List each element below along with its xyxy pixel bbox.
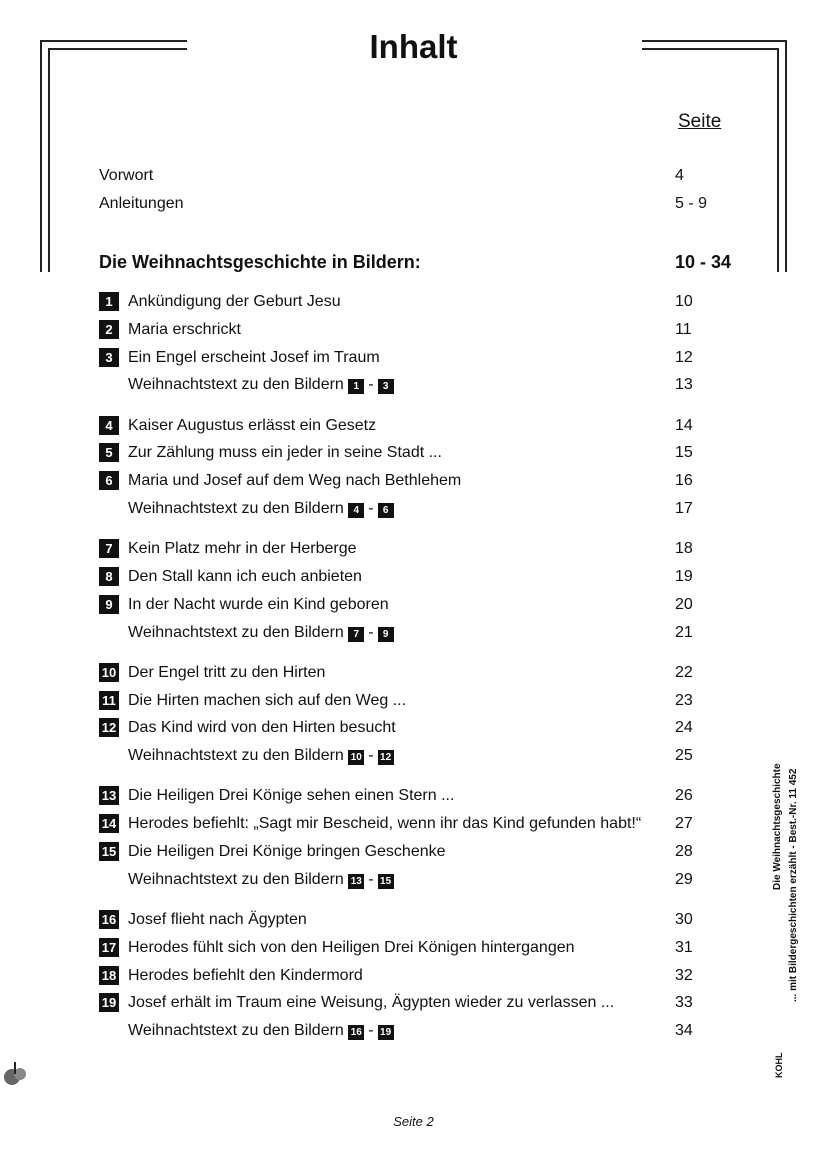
summary-from-badge: 10 xyxy=(348,750,364,765)
summary-label: Weihnachtstext zu den Bildern xyxy=(128,623,344,641)
summary-range-separator: - xyxy=(368,870,374,888)
toc-entry xyxy=(99,290,739,314)
entry-title: Josef erhält im Traum eine Weisung, Ägypten wieder zu verlassen ... xyxy=(128,994,615,1012)
summary-range-separator: - xyxy=(368,376,374,394)
intro-row xyxy=(99,164,739,188)
page-footer: Seite 2 xyxy=(393,1114,434,1129)
entry-page: 28 xyxy=(675,843,693,860)
entry-number-badge: 11 xyxy=(99,691,119,710)
entry-title: Die Heiligen Drei Könige sehen einen Stern ... xyxy=(128,787,455,805)
entry-page: 11 xyxy=(675,320,692,338)
entry-number-badge: 9 xyxy=(99,595,119,614)
toc-entry xyxy=(99,661,739,685)
page-title: Inhalt xyxy=(369,28,458,65)
sidebar-subtitle: ... mit Bildergeschichten erzählt - Best.-Nr. 11 452 xyxy=(788,768,799,1002)
toc-entry xyxy=(99,593,739,617)
entry-number-badge: 13 xyxy=(99,786,119,805)
entry-page: 12 xyxy=(675,348,693,366)
summary-page: 25 xyxy=(675,747,693,765)
section-heading xyxy=(99,250,739,274)
summary-label: Weihnachtstext zu den Bildern xyxy=(128,747,344,765)
summary-label: Weihnachtstext zu den Bildern xyxy=(128,1022,344,1040)
summary-page: 13 xyxy=(675,376,693,394)
entry-page: 10 xyxy=(675,293,693,310)
entry-title: In der Nacht wurde ein Kind geboren xyxy=(128,595,389,613)
summary-page: 34 xyxy=(675,1022,693,1040)
toc-entry xyxy=(99,784,739,808)
summary-from-badge: 7 xyxy=(348,627,364,642)
toc-entry xyxy=(99,318,739,342)
summary-range-separator: - xyxy=(368,747,374,765)
entry-number-badge: 7 xyxy=(99,539,119,558)
summary-range-separator: - xyxy=(368,623,374,641)
entry-number-badge: 19 xyxy=(99,993,119,1012)
entry-title: Herodes befiehlt: „Sagt mir Bescheid, wenn ihr das Kind gefunden habt!“ xyxy=(128,815,642,833)
toc-summary-entry xyxy=(99,621,739,645)
intro-row xyxy=(99,192,739,216)
entry-page: 33 xyxy=(675,994,693,1012)
entry-page: 32 xyxy=(675,966,693,984)
summary-to-badge: 3 xyxy=(378,379,394,394)
entry-number-badge: 12 xyxy=(99,718,119,737)
entry-page: 30 xyxy=(675,911,693,928)
summary-from-badge: 16 xyxy=(348,1025,364,1040)
entry-title: Maria und Josef auf dem Weg nach Bethlehem xyxy=(128,472,462,490)
entry-title: Kein Platz mehr in der Herberge xyxy=(128,540,357,558)
entry-number-badge: 14 xyxy=(99,814,119,833)
entry-page: 22 xyxy=(675,663,693,681)
entry-page: 19 xyxy=(675,568,693,585)
toc-summary-entry xyxy=(99,497,739,521)
summary-from-badge: 4 xyxy=(348,503,364,518)
entry-title: Den Stall kann ich euch anbieten xyxy=(128,568,362,585)
entry-number-badge: 5 xyxy=(99,443,119,462)
toc-summary-entry xyxy=(99,744,739,768)
summary-title xyxy=(128,747,394,765)
toc-entry xyxy=(99,964,739,988)
summary-page: 17 xyxy=(675,500,693,517)
entry-title: Herodes fühlt sich von den Heiligen Drei Königen hintergangen xyxy=(128,938,575,956)
entry-number-badge: 15 xyxy=(99,842,119,861)
entry-number-badge: 1 xyxy=(99,292,119,311)
frame-top-left-inner xyxy=(48,48,187,272)
entry-page: 27 xyxy=(675,815,693,833)
entry-number-badge: 18 xyxy=(99,966,119,985)
toc-entry xyxy=(99,537,739,561)
entry-page: 23 xyxy=(675,691,693,709)
entry-title: Maria erschrickt xyxy=(128,320,241,338)
section-heading-page: 10 - 34 xyxy=(675,252,732,272)
entry-page: 20 xyxy=(675,595,693,613)
entry-number-badge: 17 xyxy=(99,938,119,957)
entry-title: Ein Engel erscheint Josef im Traum xyxy=(128,348,380,366)
entry-page: 18 xyxy=(675,540,693,558)
entry-page: 14 xyxy=(675,416,693,434)
toc-entry xyxy=(99,689,739,713)
toc-entry xyxy=(99,840,739,864)
summary-from-badge: 1 xyxy=(348,379,364,394)
summary-label: Weihnachtstext zu den Bildern xyxy=(128,376,344,394)
entry-number-badge: 6 xyxy=(99,471,119,490)
toc-entry xyxy=(99,565,739,589)
summary-title xyxy=(128,500,394,518)
entry-title: Die Hirten machen sich auf den Weg ... xyxy=(128,691,407,709)
toc-entry xyxy=(99,812,739,836)
toc-entry xyxy=(99,991,739,1015)
sidebar-title: Die Weihnachtsgeschichte xyxy=(772,763,783,890)
entry-title: Die Heiligen Drei Könige bringen Geschenke xyxy=(128,843,446,860)
intro-page: 5 - 9 xyxy=(675,195,708,212)
frame-top-right-inner xyxy=(642,48,779,272)
entry-title: Der Engel tritt zu den Hirten xyxy=(128,663,326,681)
entry-number-badge: 8 xyxy=(99,567,119,586)
summary-title xyxy=(128,1022,394,1040)
entry-title: Das Kind wird von den Hirten besucht xyxy=(128,719,396,737)
summary-label: Weihnachtstext zu den Bildern xyxy=(128,500,344,517)
toc-entry xyxy=(99,936,739,960)
entry-page: 26 xyxy=(675,787,693,805)
intro-page: 4 xyxy=(675,167,684,184)
entry-number-badge: 16 xyxy=(99,910,119,929)
entry-page: 15 xyxy=(675,444,693,462)
entry-page: 24 xyxy=(675,719,693,737)
toc-entry xyxy=(99,414,739,438)
page-column-header: Seite xyxy=(678,111,722,132)
entry-page: 16 xyxy=(675,472,693,490)
entry-number-badge: 10 xyxy=(99,663,119,682)
toc-summary-entry xyxy=(99,373,739,397)
entry-title: Kaiser Augustus erlässt ein Gesetz xyxy=(128,416,377,434)
summary-title xyxy=(128,624,394,642)
entry-title: Josef flieht nach Ägypten xyxy=(128,911,307,928)
toc-entry xyxy=(99,469,739,493)
toc-entry xyxy=(99,908,739,932)
toc-entry xyxy=(99,716,739,740)
summary-title xyxy=(128,376,394,394)
summary-page: 21 xyxy=(675,623,693,641)
toc-entry xyxy=(99,441,739,465)
summary-range-separator: - xyxy=(368,1022,374,1040)
summary-page: 29 xyxy=(675,870,693,888)
summary-label: Weihnachtstext zu den Bildern xyxy=(128,870,344,888)
summary-to-badge: 15 xyxy=(378,874,394,889)
entry-title: Herodes befiehlt den Kindermord xyxy=(128,966,363,984)
summary-to-badge: 6 xyxy=(378,503,394,518)
summary-from-badge: 13 xyxy=(348,874,364,889)
entry-page: 31 xyxy=(675,938,693,956)
entry-title: Ankündigung der Geburt Jesu xyxy=(128,293,341,310)
entry-title: Zur Zählung muss ein jeder in seine Stadt ... xyxy=(128,444,442,462)
summary-to-badge: 9 xyxy=(378,627,394,642)
entry-number-badge: 2 xyxy=(99,320,119,339)
toc-summary-entry xyxy=(99,1019,739,1043)
intro-label: Anleitungen xyxy=(99,195,184,212)
section-heading-label: Die Weihnachtsgeschichte in Bildern: xyxy=(99,252,421,272)
intro-label: Vorwort xyxy=(99,167,154,184)
entry-number-badge: 4 xyxy=(99,416,119,435)
entry-number-badge: 3 xyxy=(99,348,119,367)
summary-title xyxy=(128,871,394,889)
summary-to-badge: 19 xyxy=(378,1025,394,1040)
summary-range-separator: - xyxy=(368,500,374,517)
summary-to-badge: 12 xyxy=(378,750,394,765)
publisher-sidebar xyxy=(752,740,802,1090)
toc-entry xyxy=(99,346,739,370)
toc-summary-entry xyxy=(99,868,739,892)
sidebar-publisher: KOHL xyxy=(774,1052,784,1078)
publisher-logo-icon xyxy=(2,1060,30,1088)
